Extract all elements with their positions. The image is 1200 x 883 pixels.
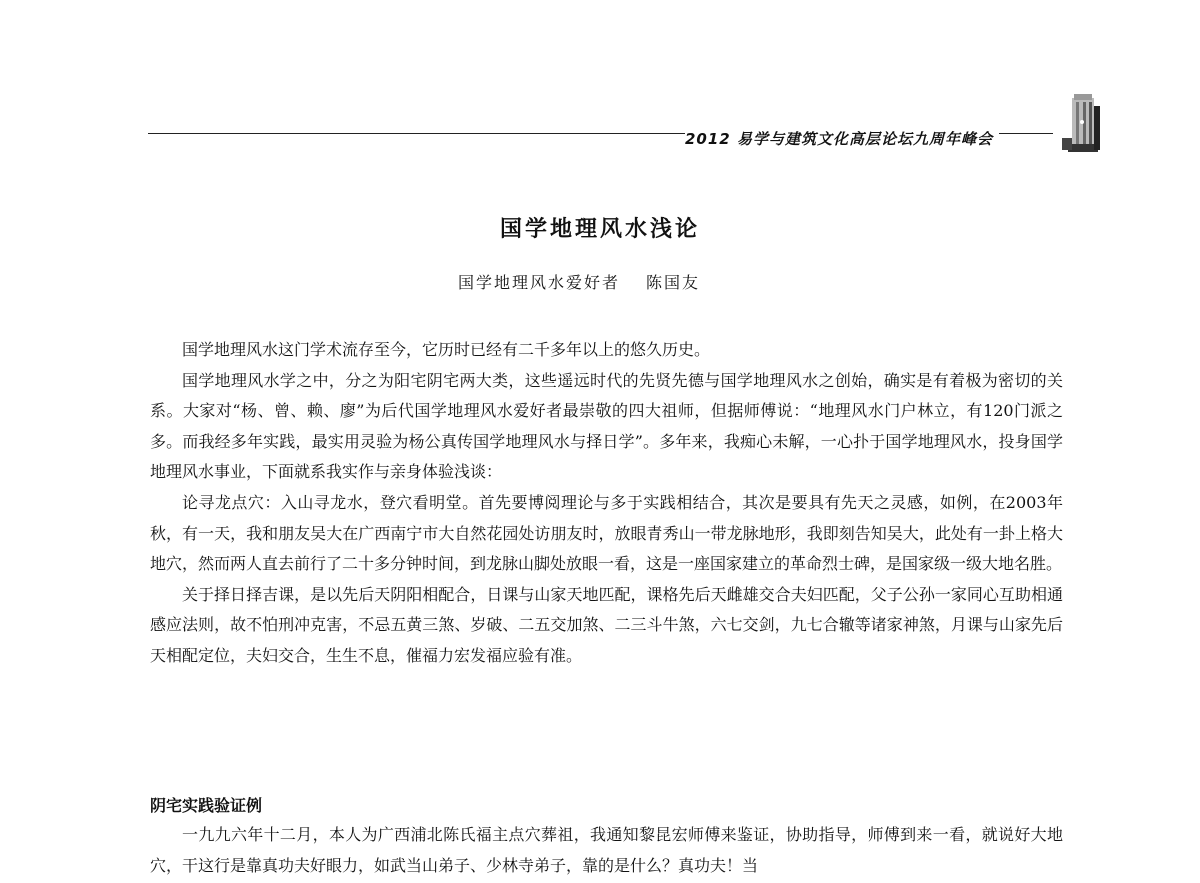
article-body (150, 333, 1063, 672)
paragraph: 国学地理风水学之中，分之为阳宅阴宅两大类，这些遥远时代的先贤先德与国学地理风水之创始，确实是有着极为密切的关系。大家对“杨、曾、赖、廖”为后代国学地理风水爱好者最崇敬的四大祖师，但据师傅说：“地理风水门户林立，有120门派之多。而我经多年实践，最实用灵验为杨公真传国学地理风水与择日学”。多年来，我痴心未解，一心扑于国学地理风水，投身国学地理风水事业，下面就系我实作与亲身体验浅谈： (150, 370, 1063, 482)
paragraph: 关于择日择吉课，是以先后天阴阳相配合，日课与山家天地匹配，课格先后天雌雄交合夫妇匹配，父子公孙一家同心互助相通感应法则，故不怕刑冲克害，不忌五黄三煞、岁破、二五交加煞、二三斗牛煞，六七交剑，九七合辙等诸家神煞，月课与山家先后天相配定位，夫妇交合，生生不息，催福力宏发福应验有准。 (150, 584, 1063, 665)
author-name: 陈国友 (646, 273, 701, 292)
ornamental-pillar-icon (1058, 92, 1108, 154)
article-title: 国学地理风水浅论 (499, 216, 700, 242)
section-heading: 阴宅实践验证例 (150, 796, 263, 815)
author-role: 国学地理风水爱好者 (458, 273, 621, 292)
conference-header-title: 2012 易学与建筑文化高层论坛九周年峰会 (685, 128, 999, 149)
section-body (150, 820, 1063, 881)
paragraph: 论寻龙点穴：入山寻龙水，登穴看明堂。首先要博阅理论与多于实践相结合，其次是要具有先天之灵感，如例，在2003年秋，有一天，我和朋友吴大在广西南宁市大自然花园处访朋友时，放眼青秀山一带龙脉地形，我即刻告知吴大，此处有一卦上格大地穴，然而两人直去前行了二十多分钟时间，到龙脉山脚处放眼一看，这是一座国家建立的革命烈士碑，是国家级一级大地名胜。 (150, 492, 1063, 574)
paragraph: 一九九六年十二月，本人为广西浦北陈氏福主点穴葬祖，我通知黎昆宏师傅来鉴证，协助指导，师傅到来一看，就说好大地穴，干这行是靠真功夫好眼力，如武当山弟子、少林寺弟子，靠的是什么？真功夫！当 (150, 825, 1063, 875)
paragraph: 国学地理风水这门学术流存至今，它历时已经有二千多年以上的悠久历史。 (182, 340, 711, 359)
byline (458, 270, 700, 293)
